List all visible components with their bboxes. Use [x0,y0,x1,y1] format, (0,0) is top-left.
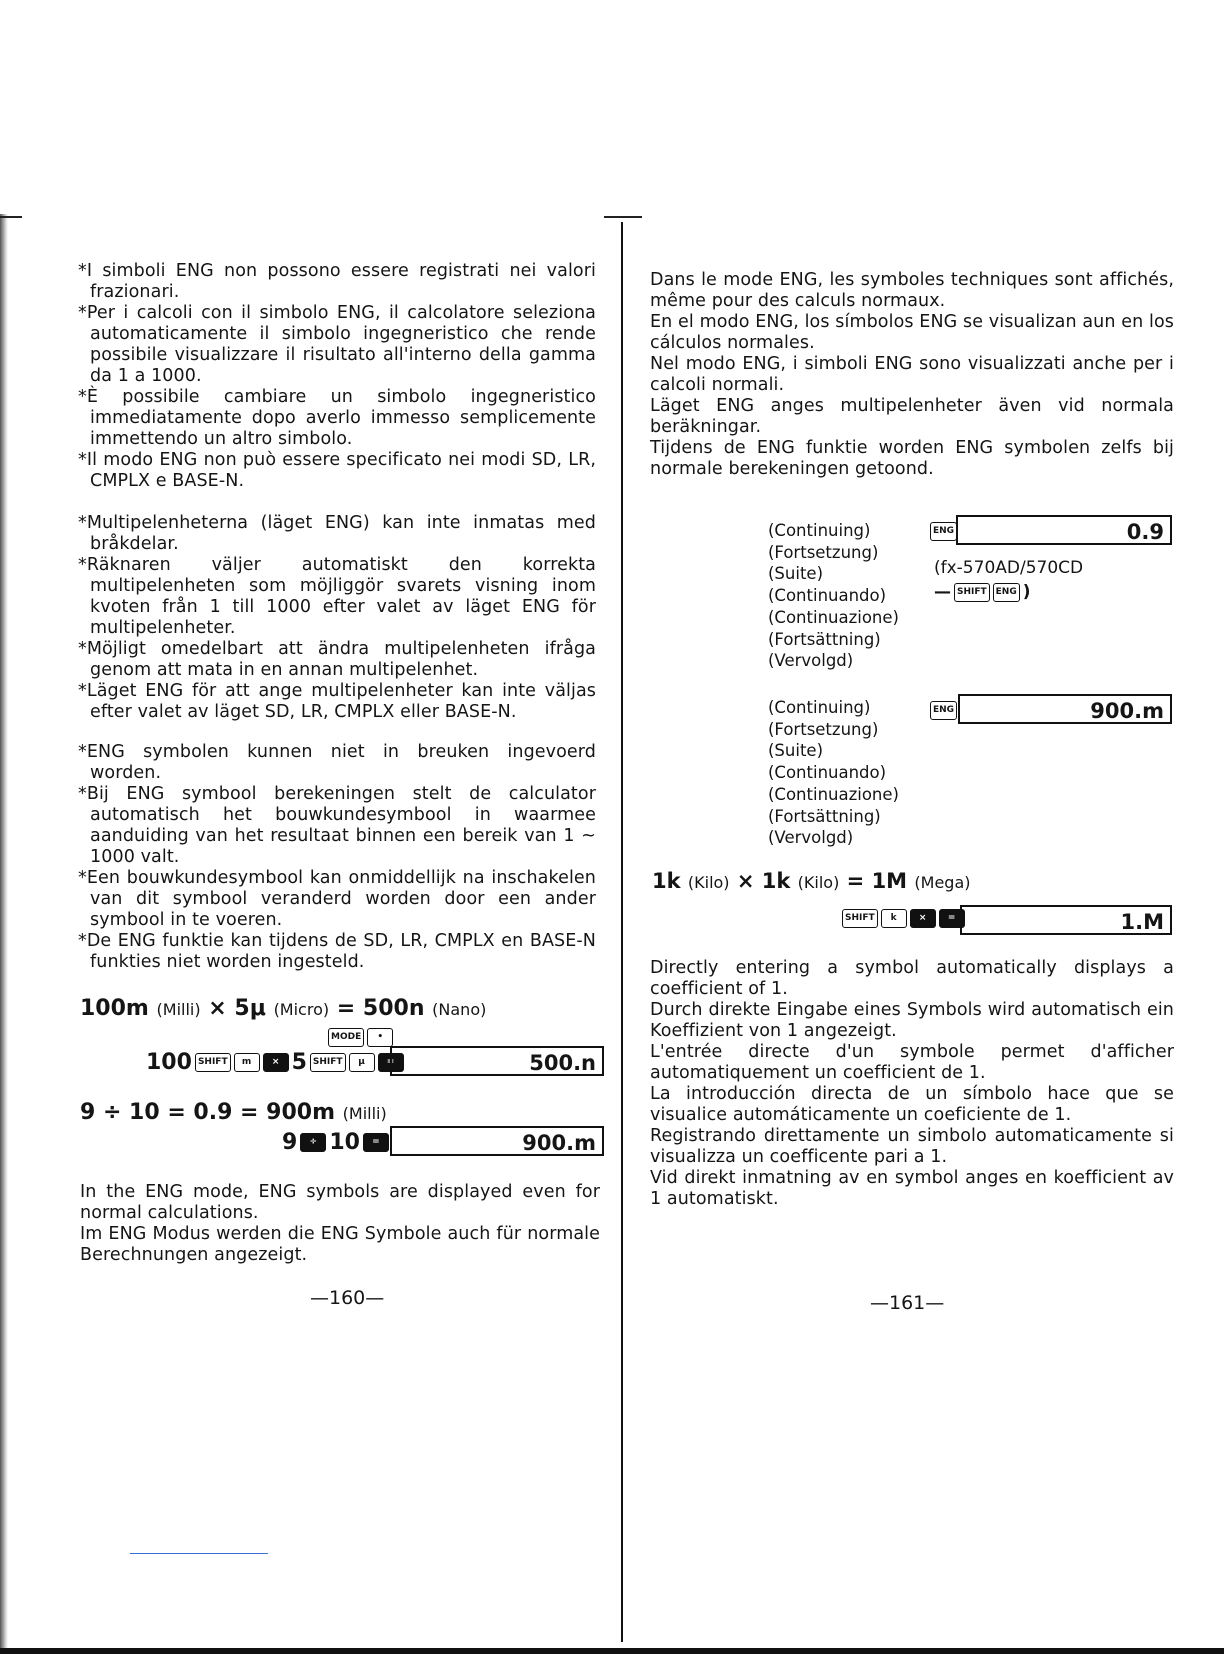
example3-keys [842,909,965,928]
digits: 5 [291,1050,307,1075]
label: (Continuando) [768,763,887,783]
shift-key: SHIFT [842,909,878,928]
operand: 100m [80,996,149,1021]
note: *È possibile cambiare un simbolo ingegneristico immediatamente dopo averlo immesso semplicemente immettendo un altro simbolo. [78,387,596,449]
unit: (Milli) [156,1000,201,1019]
french-note: L'entrée directe d'un symbole permet d'afficher automatiquement un coefficient de 1. [650,1042,1174,1083]
result: 1M [871,869,908,893]
label: (Continuing) [768,521,871,540]
expression: 9 ÷ 10 = 0.9 = 900m [80,1100,335,1125]
kilo-key: k [881,909,907,928]
label: (Suite) [768,564,824,584]
calculator-display: 500.n [390,1046,604,1076]
mode-keys [328,1028,393,1047]
page-number: —161— [870,1292,945,1314]
unit: (Kilo) [797,873,840,892]
operator: × [736,869,755,893]
italian-notes [76,261,596,492]
unit: (Kilo) [687,873,730,892]
close-paren: ) [1022,582,1031,602]
digits: 10 [329,1130,360,1155]
dot-key: • [367,1028,393,1047]
dutch-notes [76,742,596,973]
bottom-rule [0,1648,1224,1654]
eng-indicator: ENG [930,522,957,541]
label: (Fortsättning) [768,629,881,649]
calculator-display: 0.9 [956,515,1172,545]
result: 500n [362,996,425,1021]
left-page [0,0,612,1584]
milli-key: m [234,1053,260,1072]
equals-key: = [378,1053,404,1072]
example1-keys [146,1050,404,1075]
bottom-paragraphs [650,958,1174,1210]
note: *Möjligt omedelbart att ändra multipelenheten ifråga genom att mata in en annan multipelenhet. [78,639,596,680]
swedish-note: Vid direkt inmatning av en symbol anges en koefficient av 1 automatiskt. [650,1168,1174,1209]
note: *Multipelenheterna (läget ENG) kan inte inmatas med bråkdelar. [78,513,596,554]
equals-key: = [363,1133,389,1152]
shift-key: SHIFT [954,583,990,602]
label: (Vervolgd) [768,651,854,671]
label: (Fortsättning) [768,806,881,826]
note: *Räknaren väljer automatiskt den korrekta multipelenheten som möjliggör svarets visning inom kvoten från 1 till 1000 efter valet av läget ENG för multipelenheter. [78,555,596,638]
note: *Läget ENG för att ange multipelenheter kan inte väljas efter valet av läget SD, LR, CMPLX eller BASE-N. [78,681,596,722]
english-note: In the ENG mode, ENG symbols are displayed even for normal calculations. [80,1182,600,1223]
multiply-key: × [263,1053,289,1072]
french-note: Dans le mode ENG, les symboles techniques sont affichés, même pour des calculs normaux. [650,270,1174,311]
unit: (Milli) [342,1104,387,1123]
label: (Continuazione) [768,607,899,627]
unit: (Micro) [273,1000,330,1019]
label: (Continuing) [768,698,871,717]
note: *Een bouwkundesymbool kan onmiddellijk na inschakelen van dit symbool veranderd worden door een ander symbool in te voeren. [78,868,596,930]
german-note: Durch direkte Eingabe eines Symbols wird automatisch ein Koeffizient von 1 angezeigt. [650,1000,1174,1041]
continuing-labels [768,520,899,672]
digits: 100 [146,1050,192,1075]
calculator-display: 900.m [390,1126,604,1156]
equals-key: = [939,909,965,928]
german-note: Im ENG Modus werden die ENG Symbole auch für normale Berechnungen angezeigt. [80,1224,600,1265]
swedish-notes [76,513,596,723]
multilingual-notes [80,1182,600,1266]
divide-key: ÷ [300,1133,326,1152]
label: (Continuazione) [768,784,899,804]
eng-key: ENG [993,583,1020,602]
micro-key: μ [349,1053,375,1072]
continuing-labels [768,697,899,849]
calculator-display: 1.M [960,905,1172,935]
note: *Per i calcoli con il simbolo ENG, il calcolatore seleziona automaticamente il simbolo ingegneristico che rende possibile visualizzare il risultato all'interno della gamma da 1 a 1000. [78,303,596,386]
multiply-key: × [910,909,936,928]
note: *Il modo ENG non può essere specificato nei modi SD, LR, CMPLX e BASE-N. [78,450,596,491]
equals: = [336,996,356,1021]
note: *Bij ENG symbool berekeningen stelt de calculator automatisch het bouwkundesymbool in waarmee aanduiding van het resultaat binnen een bereik van 1 ~ 1000 valt. [78,784,596,867]
note: *I simboli ENG non possono essere registrati nei valori frazionari. [78,261,596,302]
page-number: —160— [310,1287,385,1309]
label: (Suite) [768,741,824,761]
shift-key: SHIFT [195,1053,231,1072]
model-keys [934,582,1031,602]
eng-indicator: ENG [930,701,957,720]
italian-note: Nel modo ENG, i simboli ENG sono visualizzati anche per i calcoli normali. [650,354,1174,395]
note: *ENG symbolen kunnen niet in breuken ingevoerd worden. [78,742,596,783]
example2-keys [282,1130,389,1155]
label: (Vervolgd) [768,828,854,848]
label: (Continuando) [768,586,887,606]
mode-key: MODE [328,1028,364,1047]
model-note: (fx-570AD/570CD [934,558,1084,578]
right-page [612,0,1224,1584]
example3-equation [652,869,970,893]
operand: 1k [761,869,791,893]
spanish-note: La introducción directa de un símbolo hace que se visualice automáticamente un coeficiente de 1. [650,1084,1174,1125]
note: *De ENG funktie kan tijdens de SD, LR, CMPLX en BASE-N funkties niet worden ingesteld. [78,931,596,972]
unit: (Mega) [914,873,971,892]
unit: (Nano) [432,1000,487,1019]
example2-equation [80,1100,387,1125]
italian-note: Registrando direttamente un simbolo automaticamente si visualizza un coefficente pari a 1. [650,1126,1174,1167]
equals: = [846,869,865,893]
calculator-display: 900.m [958,694,1172,724]
digits: 9 [282,1130,298,1155]
label: (Fortsetzung) [768,719,879,739]
spanish-note: En el modo ENG, los símbolos ENG se visualizan aun en los cálculos normales. [650,312,1174,353]
dutch-note: Tijdens de ENG funktie worden ENG symbolen zelfs bij normale berekeningen getoond. [650,438,1174,479]
operator: × [208,996,227,1021]
dash: — [934,582,951,602]
shift-key: SHIFT [310,1053,346,1072]
top-paragraphs [650,270,1174,480]
label: (Fortsetzung) [768,542,879,562]
operand: 1k [652,869,681,893]
example1-equation [80,996,486,1021]
english-note: Directly entering a symbol automatically displays a coefficient of 1. [650,958,1174,999]
swedish-note: Läget ENG anges multipelenheter även vid normala beräkningar. [650,396,1174,437]
operand: 5μ [234,996,266,1021]
